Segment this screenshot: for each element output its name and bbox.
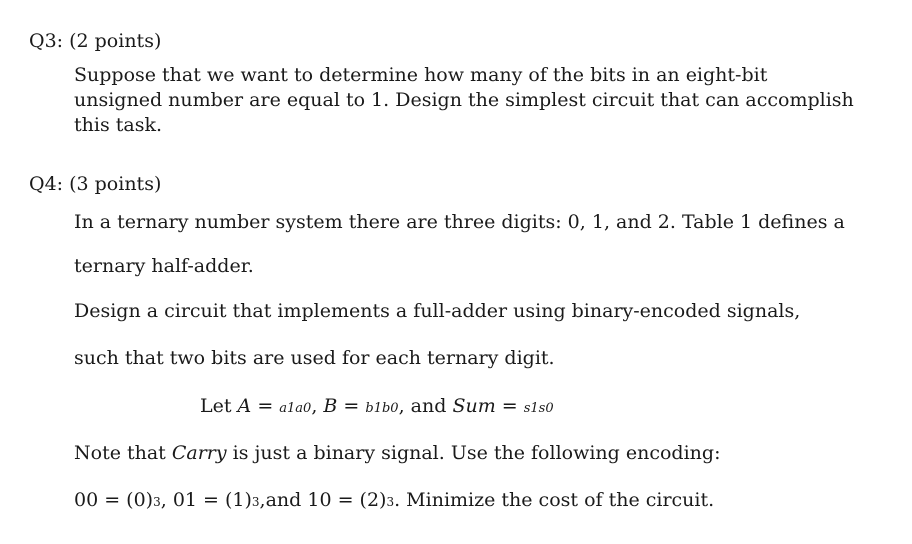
var-sum: Sum bbox=[452, 395, 496, 417]
enc-2-base: 3 bbox=[251, 495, 260, 509]
a-value: a1a0 bbox=[279, 401, 312, 416]
q4-line-2: ternary half-adder. bbox=[74, 255, 254, 277]
q3-line-1: Suppose that we want to determine how many of the bits in an eight-bit bbox=[74, 64, 768, 86]
note-suffix: is just a binary signal. Use the following encoding: bbox=[226, 442, 721, 464]
enc-3-base: 3 bbox=[386, 495, 395, 509]
sum-sep: , and bbox=[398, 395, 453, 417]
var-a: A bbox=[237, 395, 252, 417]
var-b: B bbox=[323, 395, 338, 417]
q3-line-3: this task. bbox=[74, 114, 163, 136]
b-eq: = bbox=[337, 395, 366, 417]
q3-line-2: unsigned number are equal to 1. Design the simplest circuit that can accomplish bbox=[74, 89, 854, 111]
let-prefix: Let bbox=[200, 395, 238, 417]
q4-line-3: Design a circuit that implements a full-adder using binary-encoded signals, bbox=[74, 300, 801, 322]
enc-3: ,and 10 = (2) bbox=[259, 489, 387, 511]
enc-1: 00 = (0) bbox=[74, 489, 154, 511]
note-prefix: Note that bbox=[74, 442, 172, 464]
q4-line-1: In a ternary number system there are three digits: 0, 1, and 2. Table 1 defines a bbox=[74, 211, 845, 233]
enc-1-base: 3 bbox=[153, 495, 161, 509]
var-carry: Carry bbox=[171, 442, 227, 464]
q4-heading: Q4: (3 points) bbox=[29, 173, 162, 195]
q4-note-line bbox=[74, 440, 720, 466]
b-value: b1b0 bbox=[365, 401, 399, 416]
sum-eq: = bbox=[495, 395, 524, 417]
q4-encoding-line bbox=[74, 487, 714, 515]
q4-let-definition bbox=[200, 393, 554, 422]
b-sep: , bbox=[311, 395, 324, 417]
sum-value: s1s0 bbox=[523, 401, 554, 416]
enc-tail: . Minimize the cost of the circuit. bbox=[394, 489, 715, 511]
q4-line-4: such that two bits are used for each ternary digit. bbox=[74, 347, 555, 369]
a-eq: = bbox=[251, 395, 280, 417]
q3-body bbox=[74, 63, 874, 138]
q3-heading: Q3: (2 points) bbox=[29, 30, 162, 52]
enc-2: , 01 = (1) bbox=[160, 489, 252, 511]
